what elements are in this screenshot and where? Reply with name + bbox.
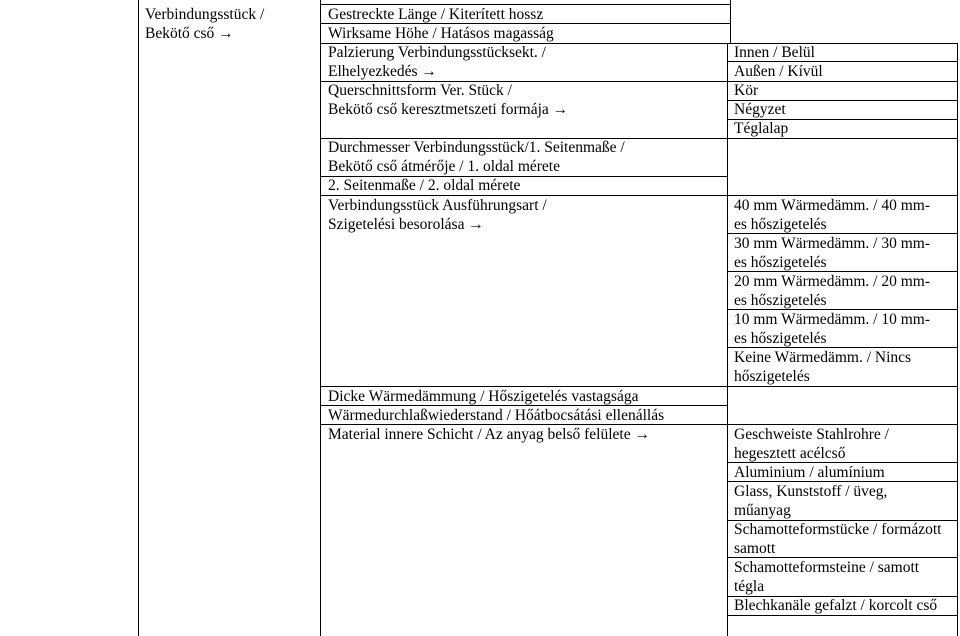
param-execution-type: Verbindungsstück Ausführungsart / (328, 197, 547, 214)
option-insulation-10: 10 mm Wärmedämm. / 10 mm- (734, 311, 931, 328)
param-stretched-length: Gestreckte Länge / Kiterített hossz (328, 6, 544, 23)
param-thermal-resistance: Wärmedurchlaßwiederstand / Hőátbocsátási ellenállás (328, 407, 665, 424)
option-insulation-40-cont: es hőszigetelés (734, 216, 827, 233)
param-placement-cont: Elhelyezkedés → (328, 63, 437, 80)
section-label-line2: Bekötő cső → (145, 25, 234, 42)
option-insulation-40: 40 mm Wärmedämm. / 40 mm- (734, 197, 931, 214)
option-line (727, 615, 958, 616)
param-diameter-cont: Bekötő cső átmérője / 1. oldal mérete (328, 158, 560, 175)
option-square: Négyzet (734, 101, 786, 118)
option-line (727, 138, 958, 139)
param-cross-section: Querschnittsform Ver. Stück / (328, 82, 512, 99)
option-outside: Außen / Kívül (734, 63, 823, 80)
left-border (138, 0, 139, 636)
param-insulation-thickness: Dicke Wärmedämmung / Hőszigetelés vastagsága (328, 388, 639, 405)
param-effective-height: Wirksame Höhe / Hatásos magasság (328, 25, 554, 42)
option-chamotte-moulded-cont: samott (734, 540, 776, 557)
option-welded-steel-cont: hegesztett acélcső (734, 445, 846, 462)
option-chamotte-brick: Schamotteformsteine / samott (734, 559, 920, 576)
option-circle: Kör (734, 82, 759, 99)
option-sheet-duct: Blechkanäle gefalzt / korcolt cső (734, 597, 938, 614)
right-border (957, 43, 958, 636)
option-insulation-20-cont: es hőszigetelés (734, 292, 827, 309)
option-aluminium: Aluminium / alumínium (734, 464, 885, 481)
param-diameter: Durchmesser Verbindungsstück/1. Seitenmaße / (328, 139, 625, 156)
options-divider (727, 43, 728, 636)
section-label-line1: Verbindungsstück / (145, 6, 265, 23)
option-line (727, 81, 958, 82)
option-rectangle: Téglalap (734, 120, 789, 137)
option-insulation-none: Keine Wärmedämm. / Nincs (734, 349, 912, 366)
option-chamotte-moulded: Schamotteformstücke / formázott (734, 521, 942, 538)
option-welded-steel: Geschweiste Stahlrohre / (734, 426, 889, 443)
option-insulation-30-cont: es hőszigetelés (734, 254, 827, 271)
option-line (727, 386, 958, 387)
param-side2: 2. Seitenmaße / 2. oldal mérete (328, 177, 521, 194)
param-execution-type-cont: Szigetelési besorolása → (328, 216, 484, 233)
param-right-border-top (730, 0, 731, 43)
param-inner-material: Material innere Schicht / Az anyag belső felülete → (328, 426, 650, 443)
option-glass-plastic-cont: műanyag (734, 502, 791, 519)
option-insulation-10-cont: es hőszigetelés (734, 330, 827, 347)
option-glass-plastic: Glass, Kunststoff / üveg, (734, 483, 888, 500)
option-insulation-none-cont: hőszigetelés (734, 368, 810, 385)
option-insulation-30: 30 mm Wärmedämm. / 30 mm- (734, 235, 931, 252)
param-cross-section-cont: Bekötő cső keresztmetszeti formája → (328, 101, 569, 118)
option-chamotte-brick-cont: tégla (734, 578, 765, 595)
option-insulation-20: 20 mm Wärmedämm. / 20 mm- (734, 273, 931, 290)
option-inside: Innen / Belül (734, 44, 815, 61)
param-placement: Palzierung Verbindungsstücksekt. / (328, 44, 546, 61)
column-divider-label (320, 0, 321, 636)
